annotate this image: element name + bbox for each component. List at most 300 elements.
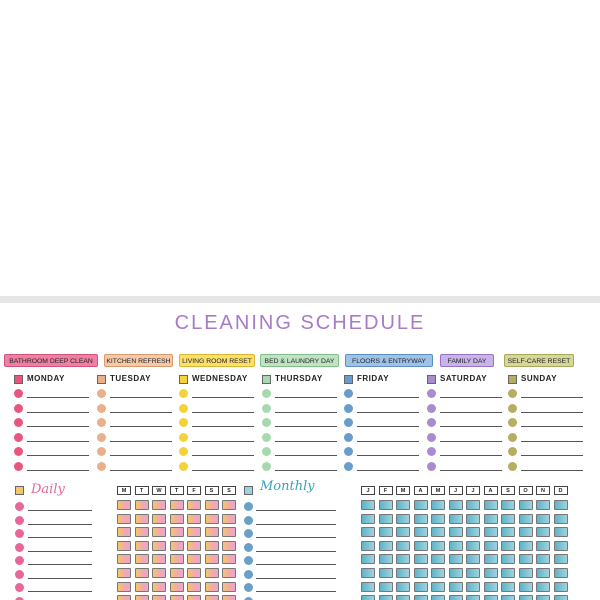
monthly-check-cell[interactable] (361, 541, 375, 551)
month-letter-cell: J (466, 486, 480, 495)
monthly-check-cell[interactable] (449, 582, 463, 592)
daily-check-cell[interactable] (205, 541, 219, 551)
daily-check-cell[interactable] (205, 582, 219, 592)
bullet-dot (427, 447, 436, 456)
day-name: MONDAY (27, 374, 65, 383)
month-letter-cell: S (501, 486, 515, 495)
monthly-check-cell[interactable] (396, 541, 410, 551)
monthly-check-cell[interactable] (554, 527, 568, 537)
bullet-dot (262, 418, 271, 427)
daily-check-cell[interactable] (117, 541, 131, 551)
daily-check-cell[interactable] (117, 554, 131, 564)
day-task-line[interactable] (110, 441, 172, 442)
day-task-line[interactable] (275, 397, 337, 398)
bullet-dot (244, 597, 253, 600)
monthly-check-cell[interactable] (554, 514, 568, 524)
daily-check-cell[interactable] (222, 500, 236, 510)
day-task-line[interactable] (440, 397, 502, 398)
monthly-check-cell[interactable] (466, 568, 480, 578)
day-task-line[interactable] (275, 412, 337, 413)
monthly-check-cell[interactable] (554, 554, 568, 564)
monthly-check-cell[interactable] (396, 568, 410, 578)
bullet-dot (262, 389, 271, 398)
bullet-dot (508, 389, 517, 398)
monthly-check-cell[interactable] (501, 500, 515, 510)
monthly-check-cell[interactable] (449, 500, 463, 510)
daily-check-cell[interactable] (117, 514, 131, 524)
monthly-header-title: Monthly (260, 479, 315, 494)
bullet-dot (15, 529, 24, 538)
daily-header-box (15, 486, 24, 495)
monthly-check-cell[interactable] (396, 554, 410, 564)
monthly-check-cell[interactable] (519, 500, 533, 510)
daily-check-cell[interactable] (222, 527, 236, 537)
day-task-line[interactable] (357, 470, 419, 471)
monthly-check-cell[interactable] (379, 527, 393, 537)
monthly-check-cell[interactable] (361, 527, 375, 537)
bullet-dot (344, 433, 353, 442)
bottom-page-sheet (0, 303, 600, 600)
daily-check-cell[interactable] (135, 500, 149, 510)
daily-check-cell[interactable] (187, 541, 201, 551)
daily-check-cell[interactable] (152, 568, 166, 578)
daily-check-cell[interactable] (152, 527, 166, 537)
day-task-line[interactable] (275, 441, 337, 442)
category-pill: LIVING ROOM RESET (179, 354, 255, 367)
monthly-check-cell[interactable] (449, 514, 463, 524)
day-task-line[interactable] (521, 470, 583, 471)
monthly-check-cell[interactable] (431, 541, 445, 551)
monthly-check-cell[interactable] (361, 554, 375, 564)
monthly-check-cell[interactable] (414, 541, 428, 551)
monthly-check-cell[interactable] (484, 595, 498, 600)
bullet-dot (15, 583, 24, 592)
day-task-line[interactable] (440, 455, 502, 456)
day-task-line[interactable] (27, 397, 89, 398)
daily-check-cell[interactable] (135, 582, 149, 592)
monthly-task-line[interactable] (256, 510, 336, 511)
monthly-check-cell[interactable] (466, 582, 480, 592)
bullet-dot (427, 389, 436, 398)
bullet-dot (179, 404, 188, 413)
monthly-check-cell[interactable] (414, 500, 428, 510)
day-task-line[interactable] (192, 426, 254, 427)
bullet-dot (179, 462, 188, 471)
month-letter-cell: J (361, 486, 375, 495)
bullet-dot (14, 404, 23, 413)
daily-check-cell[interactable] (135, 595, 149, 600)
day-task-line[interactable] (110, 455, 172, 456)
bullet-dot (427, 433, 436, 442)
monthly-check-cell[interactable] (536, 568, 550, 578)
day-color-box (179, 375, 188, 384)
day-task-line[interactable] (275, 455, 337, 456)
bullet-dot (15, 543, 24, 552)
daily-check-cell[interactable] (205, 527, 219, 537)
monthly-check-cell[interactable] (501, 582, 515, 592)
monthly-check-cell[interactable] (431, 527, 445, 537)
bullet-dot (427, 462, 436, 471)
daily-check-cell[interactable] (187, 527, 201, 537)
category-pill: BATHROOM DEEP CLEAN (4, 354, 98, 367)
daily-check-cell[interactable] (170, 595, 184, 600)
category-pill: FAMILY DAY (440, 354, 494, 367)
day-name: WEDNESDAY (192, 374, 248, 383)
monthly-check-cell[interactable] (501, 541, 515, 551)
daily-check-cell[interactable] (170, 568, 184, 578)
monthly-check-cell[interactable] (519, 568, 533, 578)
category-pill: BED & LAUNDRY DAY (260, 354, 339, 367)
monthly-check-cell[interactable] (536, 595, 550, 600)
daily-check-cell[interactable] (135, 568, 149, 578)
bullet-dot (262, 404, 271, 413)
category-pill: SELF-CARE RESET (504, 354, 574, 367)
monthly-check-cell[interactable] (536, 514, 550, 524)
day-task-line[interactable] (110, 412, 172, 413)
day-task-line[interactable] (357, 441, 419, 442)
day-task-line[interactable] (521, 412, 583, 413)
day-task-line[interactable] (275, 426, 337, 427)
monthly-check-cell[interactable] (536, 541, 550, 551)
month-letter-cell: A (484, 486, 498, 495)
bullet-dot (97, 404, 106, 413)
daily-check-cell[interactable] (117, 527, 131, 537)
daily-check-cell[interactable] (117, 500, 131, 510)
bullet-dot (244, 583, 253, 592)
monthly-check-cell[interactable] (484, 582, 498, 592)
monthly-check-cell[interactable] (396, 500, 410, 510)
day-task-line[interactable] (357, 426, 419, 427)
day-task-line[interactable] (440, 412, 502, 413)
day-task-line[interactable] (275, 470, 337, 471)
monthly-task-line[interactable] (256, 551, 336, 552)
monthly-task-line[interactable] (256, 524, 336, 525)
monthly-check-cell[interactable] (431, 568, 445, 578)
daily-check-cell[interactable] (187, 568, 201, 578)
monthly-check-cell[interactable] (361, 595, 375, 600)
monthly-check-cell[interactable] (519, 541, 533, 551)
daily-task-line[interactable] (28, 578, 92, 579)
daily-check-cell[interactable] (205, 514, 219, 524)
bullet-dot (15, 597, 24, 600)
monthly-check-cell[interactable] (361, 500, 375, 510)
daily-check-cell[interactable] (152, 500, 166, 510)
monthly-task-line[interactable] (256, 591, 336, 592)
daily-task-line[interactable] (28, 591, 92, 592)
page-title: CLEANING SCHEDULE (174, 312, 426, 334)
day-task-line[interactable] (27, 441, 89, 442)
daily-check-cell[interactable] (222, 541, 236, 551)
daily-check-cell[interactable] (117, 582, 131, 592)
daily-check-cell[interactable] (222, 595, 236, 600)
monthly-check-cell[interactable] (431, 582, 445, 592)
month-letter-cell: A (414, 486, 428, 495)
bullet-dot (179, 433, 188, 442)
day-task-line[interactable] (440, 426, 502, 427)
daily-check-cell[interactable] (187, 514, 201, 524)
monthly-check-cell[interactable] (501, 595, 515, 600)
daily-check-cell[interactable] (222, 514, 236, 524)
bullet-dot (15, 516, 24, 525)
day-color-box (508, 375, 517, 384)
monthly-check-cell[interactable] (414, 595, 428, 600)
daily-header-title: Daily (31, 482, 65, 497)
monthly-check-cell[interactable] (536, 527, 550, 537)
monthly-check-cell[interactable] (466, 527, 480, 537)
monthly-check-cell[interactable] (519, 527, 533, 537)
bullet-dot (427, 404, 436, 413)
day-task-line[interactable] (27, 426, 89, 427)
daily-check-cell[interactable] (222, 554, 236, 564)
daily-check-cell[interactable] (170, 514, 184, 524)
bullet-dot (508, 404, 517, 413)
bullet-dot (344, 447, 353, 456)
day-color-box (97, 375, 106, 384)
monthly-check-cell[interactable] (484, 541, 498, 551)
day-color-box (344, 375, 353, 384)
monthly-check-cell[interactable] (379, 582, 393, 592)
monthly-check-cell[interactable] (554, 541, 568, 551)
bullet-dot (97, 418, 106, 427)
bullet-dot (508, 418, 517, 427)
month-letter-cell: F (379, 486, 393, 495)
bullet-dot (179, 447, 188, 456)
daily-check-cell[interactable] (135, 541, 149, 551)
day-task-line[interactable] (192, 397, 254, 398)
top-page-sheet (0, 0, 600, 296)
day-task-line[interactable] (521, 455, 583, 456)
monthly-check-cell[interactable] (484, 554, 498, 564)
day-task-line[interactable] (110, 397, 172, 398)
monthly-check-cell[interactable] (379, 595, 393, 600)
day-task-line[interactable] (27, 412, 89, 413)
bullet-dot (14, 433, 23, 442)
monthly-check-cell[interactable] (554, 595, 568, 600)
day-task-line[interactable] (357, 455, 419, 456)
day-task-line[interactable] (27, 470, 89, 471)
bullet-dot (244, 529, 253, 538)
daily-check-cell[interactable] (170, 527, 184, 537)
monthly-check-cell[interactable] (466, 541, 480, 551)
bullet-dot (179, 418, 188, 427)
bullet-dot (15, 556, 24, 565)
bullet-dot (244, 502, 253, 511)
bullet-dot (179, 389, 188, 398)
monthly-check-cell[interactable] (449, 595, 463, 600)
monthly-check-cell[interactable] (501, 554, 515, 564)
monthly-check-cell[interactable] (501, 527, 515, 537)
monthly-check-cell[interactable] (414, 514, 428, 524)
day-task-line[interactable] (192, 441, 254, 442)
day-letter-cell: T (170, 486, 184, 495)
monthly-check-cell[interactable] (554, 500, 568, 510)
bullet-dot (344, 389, 353, 398)
day-letter-cell: S (205, 486, 219, 495)
monthly-check-cell[interactable] (519, 582, 533, 592)
monthly-check-cell[interactable] (379, 541, 393, 551)
month-letter-cell: N (536, 486, 550, 495)
daily-check-cell[interactable] (222, 568, 236, 578)
monthly-check-cell[interactable] (466, 500, 480, 510)
day-letter-cell: W (152, 486, 166, 495)
monthly-check-cell[interactable] (501, 568, 515, 578)
daily-task-line[interactable] (28, 551, 92, 552)
monthly-check-cell[interactable] (361, 568, 375, 578)
monthly-check-cell[interactable] (431, 554, 445, 564)
daily-check-cell[interactable] (135, 527, 149, 537)
monthly-header-box (244, 486, 253, 495)
daily-task-line[interactable] (28, 537, 92, 538)
daily-check-cell[interactable] (187, 500, 201, 510)
daily-check-cell[interactable] (135, 514, 149, 524)
monthly-check-cell[interactable] (484, 500, 498, 510)
monthly-check-cell[interactable] (484, 514, 498, 524)
monthly-check-cell[interactable] (379, 500, 393, 510)
daily-task-line[interactable] (28, 524, 92, 525)
monthly-check-cell[interactable] (519, 514, 533, 524)
daily-check-cell[interactable] (152, 514, 166, 524)
monthly-check-cell[interactable] (449, 554, 463, 564)
daily-check-cell[interactable] (152, 595, 166, 600)
day-task-line[interactable] (27, 455, 89, 456)
daily-check-cell[interactable] (187, 595, 201, 600)
monthly-check-cell[interactable] (379, 514, 393, 524)
monthly-task-line[interactable] (256, 578, 336, 579)
monthly-check-cell[interactable] (536, 554, 550, 564)
monthly-check-cell[interactable] (466, 514, 480, 524)
daily-check-cell[interactable] (170, 541, 184, 551)
monthly-check-cell[interactable] (361, 514, 375, 524)
day-color-box (262, 375, 271, 384)
day-task-line[interactable] (521, 441, 583, 442)
bullet-dot (15, 502, 24, 511)
bullet-dot (14, 389, 23, 398)
day-task-line[interactable] (110, 426, 172, 427)
day-task-line[interactable] (357, 412, 419, 413)
monthly-check-cell[interactable] (414, 527, 428, 537)
day-task-line[interactable] (521, 426, 583, 427)
monthly-task-line[interactable] (256, 537, 336, 538)
monthly-check-cell[interactable] (554, 568, 568, 578)
monthly-task-line[interactable] (256, 564, 336, 565)
bullet-dot (262, 447, 271, 456)
daily-check-cell[interactable] (170, 554, 184, 564)
day-letter-cell: F (187, 486, 201, 495)
monthly-check-cell[interactable] (449, 527, 463, 537)
month-letter-cell: M (396, 486, 410, 495)
bullet-dot (244, 556, 253, 565)
bullet-dot (14, 447, 23, 456)
monthly-check-cell[interactable] (414, 554, 428, 564)
daily-check-cell[interactable] (152, 541, 166, 551)
bullet-dot (508, 447, 517, 456)
monthly-check-cell[interactable] (379, 554, 393, 564)
monthly-check-cell[interactable] (449, 541, 463, 551)
day-name: SATURDAY (440, 374, 488, 383)
monthly-check-cell[interactable] (519, 554, 533, 564)
daily-check-cell[interactable] (117, 595, 131, 600)
daily-task-line[interactable] (28, 564, 92, 565)
daily-check-cell[interactable] (152, 582, 166, 592)
monthly-check-cell[interactable] (396, 527, 410, 537)
daily-check-cell[interactable] (187, 554, 201, 564)
day-task-line[interactable] (440, 441, 502, 442)
monthly-check-cell[interactable] (431, 595, 445, 600)
daily-check-cell[interactable] (205, 568, 219, 578)
day-task-line[interactable] (357, 397, 419, 398)
bullet-dot (244, 516, 253, 525)
monthly-check-cell[interactable] (501, 514, 515, 524)
month-letter-cell: J (449, 486, 463, 495)
daily-check-cell[interactable] (170, 500, 184, 510)
monthly-check-cell[interactable] (484, 568, 498, 578)
monthly-check-cell[interactable] (396, 514, 410, 524)
day-task-line[interactable] (192, 455, 254, 456)
monthly-check-cell[interactable] (519, 595, 533, 600)
day-letter-cell: T (135, 486, 149, 495)
bullet-dot (344, 404, 353, 413)
monthly-check-cell[interactable] (431, 514, 445, 524)
monthly-check-cell[interactable] (414, 582, 428, 592)
monthly-check-cell[interactable] (396, 582, 410, 592)
daily-check-cell[interactable] (170, 582, 184, 592)
category-pill: FLOORS & ENTRYWAY (345, 354, 433, 367)
daily-check-cell[interactable] (117, 568, 131, 578)
monthly-check-cell[interactable] (554, 582, 568, 592)
day-task-line[interactable] (192, 412, 254, 413)
day-color-box (427, 375, 436, 384)
day-letter-cell: M (117, 486, 131, 495)
day-task-line[interactable] (440, 470, 502, 471)
day-name: SUNDAY (521, 374, 558, 383)
day-letter-cell: S (222, 486, 236, 495)
bullet-dot (344, 462, 353, 471)
bullet-dot (508, 433, 517, 442)
day-name: THURSDAY (275, 374, 323, 383)
bullet-dot (262, 433, 271, 442)
daily-check-cell[interactable] (222, 582, 236, 592)
bullet-dot (508, 462, 517, 471)
day-task-line[interactable] (110, 470, 172, 471)
bullet-dot (97, 389, 106, 398)
monthly-check-cell[interactable] (536, 500, 550, 510)
monthly-check-cell[interactable] (484, 527, 498, 537)
monthly-check-cell[interactable] (414, 568, 428, 578)
monthly-check-cell[interactable] (361, 582, 375, 592)
daily-check-cell[interactable] (135, 554, 149, 564)
bullet-dot (97, 433, 106, 442)
bullet-dot (97, 462, 106, 471)
daily-task-line[interactable] (28, 510, 92, 511)
daily-check-cell[interactable] (152, 554, 166, 564)
category-pill: KITCHEN REFRESH (104, 354, 173, 367)
monthly-check-cell[interactable] (466, 595, 480, 600)
monthly-check-cell[interactable] (449, 568, 463, 578)
daily-check-cell[interactable] (205, 500, 219, 510)
monthly-check-cell[interactable] (431, 500, 445, 510)
monthly-check-cell[interactable] (379, 568, 393, 578)
daily-check-cell[interactable] (205, 554, 219, 564)
day-task-line[interactable] (192, 470, 254, 471)
monthly-check-cell[interactable] (466, 554, 480, 564)
daily-check-cell[interactable] (205, 595, 219, 600)
bullet-dot (14, 462, 23, 471)
day-color-box (14, 375, 23, 384)
monthly-check-cell[interactable] (396, 595, 410, 600)
daily-check-cell[interactable] (187, 582, 201, 592)
monthly-check-cell[interactable] (536, 582, 550, 592)
day-task-line[interactable] (521, 397, 583, 398)
